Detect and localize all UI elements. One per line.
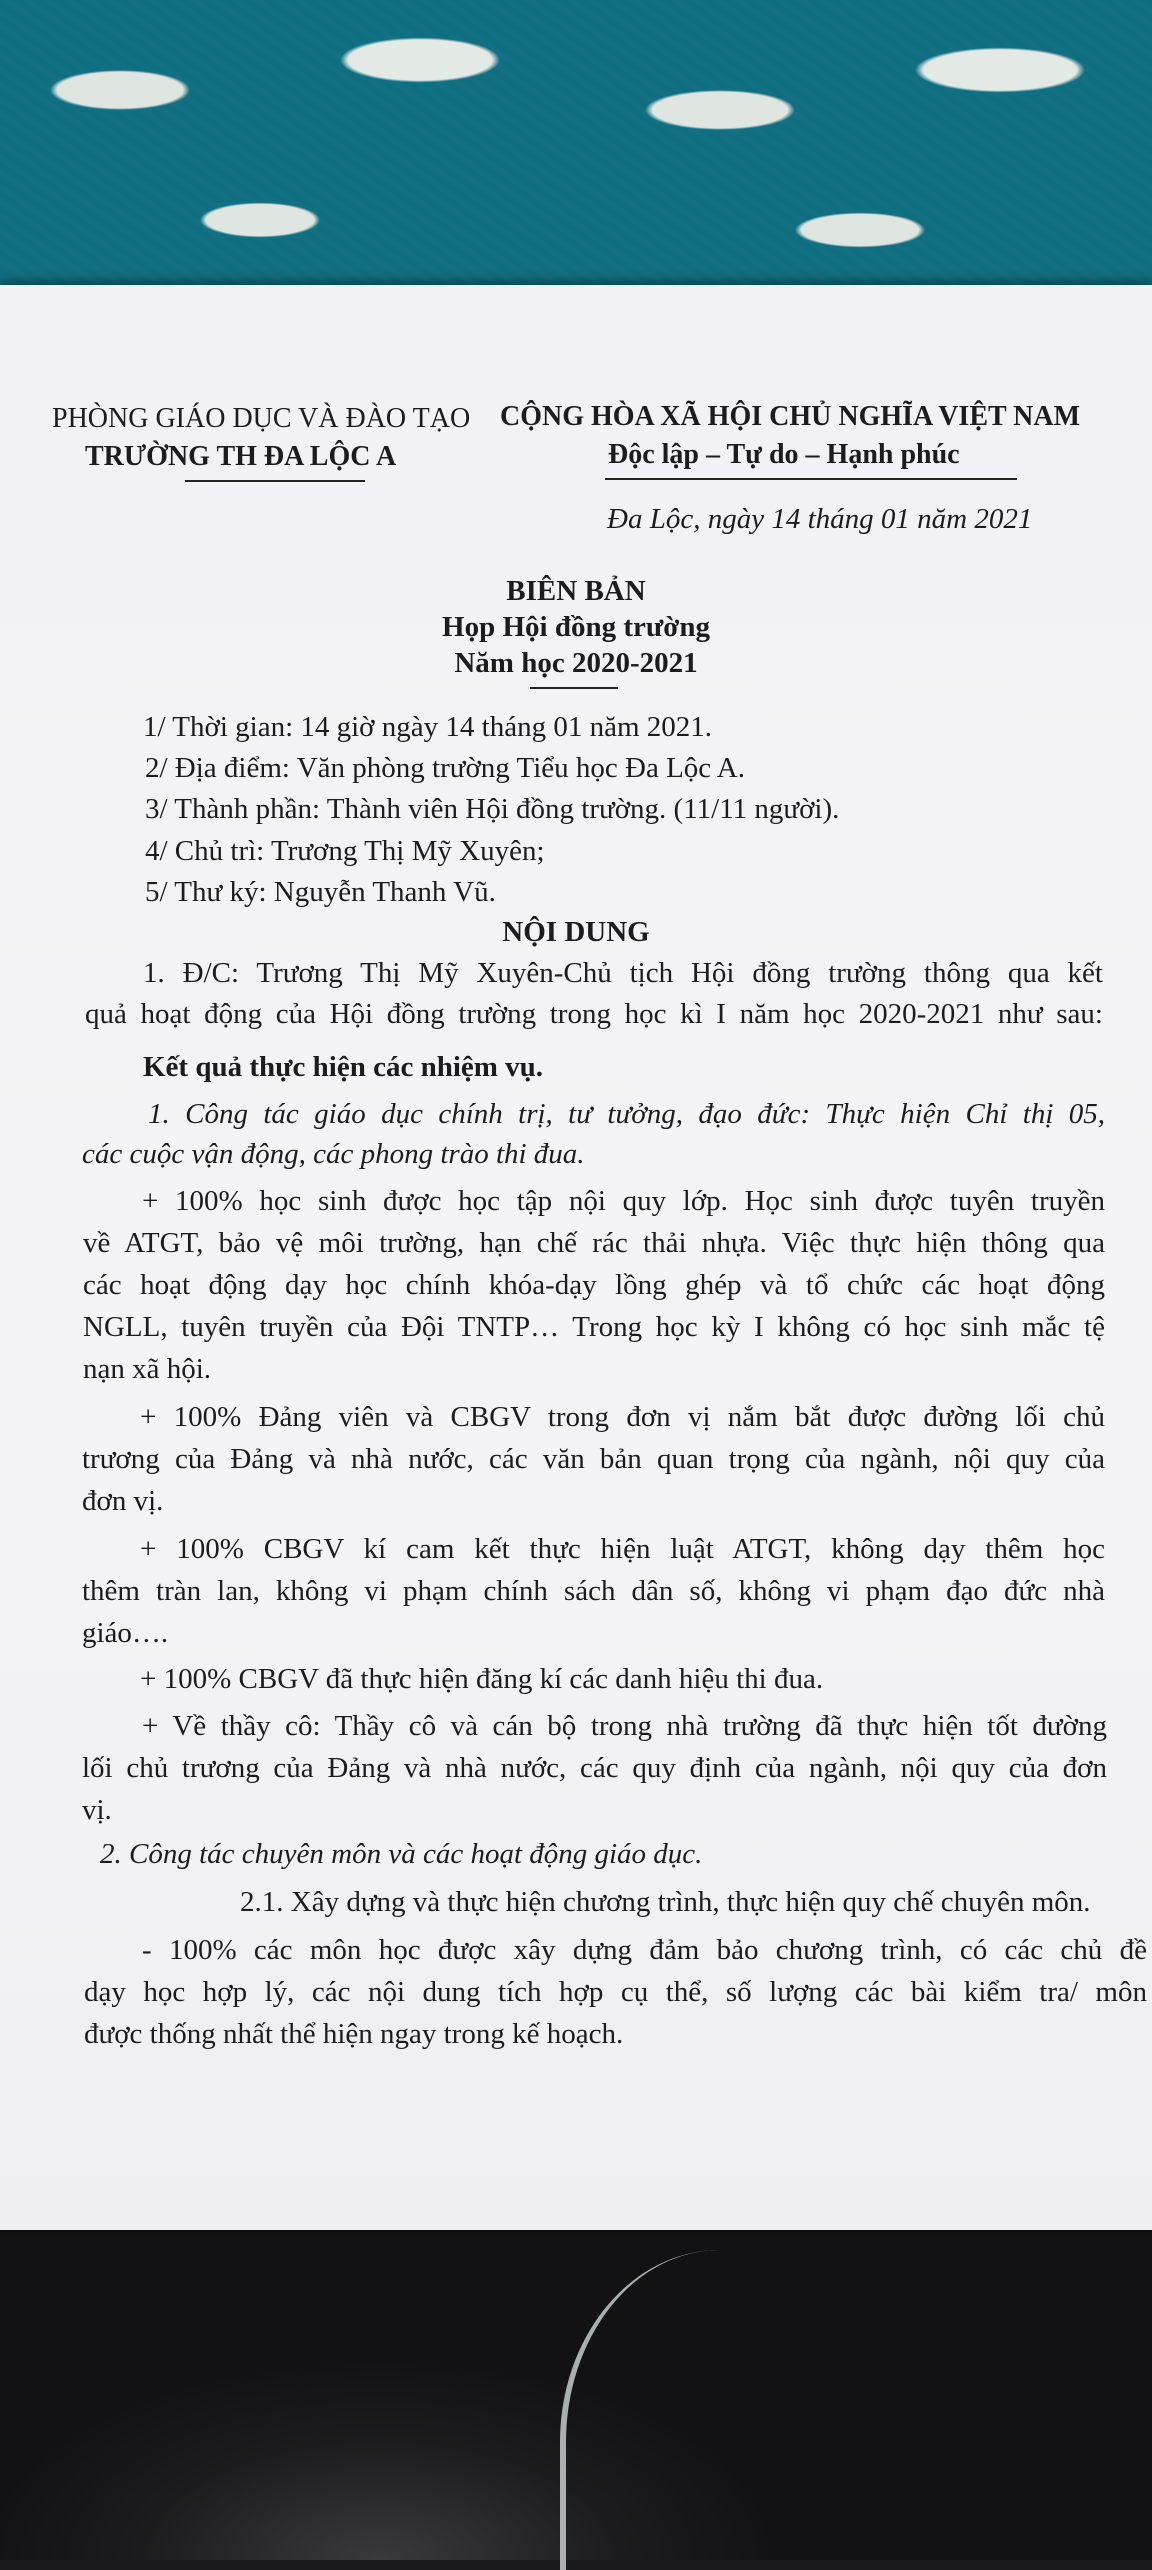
header-school: TRƯỜNG TH ĐA LỘC A (85, 441, 397, 472)
para1-line-2: về ATGT, bảo vệ môi trường, hạn chế rác thải nhựa. Việc thực hiện thông qua (83, 1227, 1105, 1259)
section1-title-1: 1. Công tác giáo dục chính trị, tư tưởng, đạo đức: Thực hiện Chỉ thị 05, (148, 1098, 1105, 1130)
header-motto: Độc lập – Tự do – Hạnh phúc (608, 439, 960, 470)
para2-line-2: trương của Đảng và nhà nước, các văn bản quan trọng của ngành, nội quy của (82, 1443, 1105, 1475)
para5-line-1: + Về thầy cô: Thầy cô và cán bộ trong nhà trường đã thực hiện tốt đường (142, 1710, 1107, 1742)
header-country: CỘNG HÒA XÃ HỘI CHỦ NGHĨA VIỆT NAM (500, 401, 1081, 432)
document-page (0, 285, 1152, 2230)
date-line: Đa Lộc, ngày 14 tháng 01 năm 2021 (607, 503, 1033, 535)
para6-line-1: - 100% các môn học được xây dựng đảm bảo chương trình, có các chủ đề (142, 1934, 1147, 1966)
para5-line-2: lối chủ trương của Đảng và nhà nước, các quy định của ngành, nội quy của đơn (82, 1752, 1107, 1784)
section1-title-2: các cuộc vận động, các phong trào thi đua. (82, 1138, 585, 1170)
info-chair: 4/ Chủ trì: Trương Thị Mỹ Xuyên; (145, 835, 545, 867)
para6-line-3: được thống nhất thể hiện ngay trong kế hoạch. (84, 2018, 624, 2050)
content-heading: NỘI DUNG (502, 916, 650, 948)
para1-line-1: + 100% học sinh được học tập nội quy lớp. Học sinh được tuyên truyền (142, 1185, 1105, 1217)
para2-line-3: đơn vị. (82, 1485, 164, 1517)
sub21-title: 2.1. Xây dựng và thực hiện chương trình, thực hiện quy chế chuyên môn. (240, 1886, 1091, 1918)
title-underline (530, 687, 618, 689)
para3-line-3: giáo…. (82, 1617, 169, 1649)
info-time: 1/ Thời gian: 14 giờ ngày 14 tháng 01 năm 2021. (143, 711, 712, 743)
para2-line-1: + 100% Đảng viên và CBGV trong đơn vị nắm bắt được đường lối chủ (140, 1401, 1105, 1433)
intro-line-2: quả hoạt động của Hội đồng trường trong học kì I năm học 2020-2021 như sau: (85, 998, 1103, 1030)
para1-line-5: nạn xã hội. (83, 1353, 212, 1385)
intro-line-1: 1. Đ/C: Trương Thị Mỹ Xuyên-Chủ tịch Hội đồng trường thông qua kết (143, 957, 1103, 989)
doc-subtitle: Họp Hội đồng trường (442, 611, 710, 643)
motto-underline (605, 478, 1017, 480)
fabric-background (0, 0, 1152, 300)
school-underline (185, 480, 365, 482)
doc-title: BIÊN BẢN (506, 575, 646, 607)
info-secretary: 5/ Thư ký: Nguyễn Thanh Vũ. (145, 876, 496, 908)
para3-line-1: + 100% CBGV kí cam kết thực hiện luật ATGT, không dạy thêm học (140, 1533, 1105, 1565)
para1-line-4: NGLL, tuyên truyền của Đội TNTP… Trong học kỳ I không có học sinh mắc tệ (83, 1311, 1105, 1343)
para5-line-3: vị. (82, 1794, 112, 1826)
para3-line-2: thêm tràn lan, không vi phạm chính sách dân số, không vi phạm đạo đức nhà (82, 1575, 1105, 1607)
section2-title: 2. Công tác chuyên môn và các hoạt động giáo dục. (100, 1838, 703, 1870)
para1-line-3: các hoạt động dạy học chính khóa-dạy lồng ghép và tổ chức các hoạt động (83, 1269, 1105, 1301)
para6-line-2: dạy học hợp lý, các nội dung tích hợp cụ thể, số lượng các bài kiểm tra/ môn (84, 1976, 1147, 2008)
info-participants: 3/ Thành phần: Thành viên Hội đồng trường. (11/11 người). (145, 793, 840, 825)
para4-line-1: + 100% CBGV đã thực hiện đăng kí các danh hiệu thi đua. (140, 1663, 824, 1695)
header-department: PHÒNG GIÁO DỤC VÀ ĐÀO TẠO (52, 403, 471, 434)
info-place: 2/ Địa điểm: Văn phòng trường Tiểu học Đa Lộc A. (145, 752, 745, 784)
doc-school-year: Năm học 2020-2021 (454, 647, 698, 679)
results-heading: Kết quả thực hiện các nhiệm vụ. (143, 1051, 544, 1083)
